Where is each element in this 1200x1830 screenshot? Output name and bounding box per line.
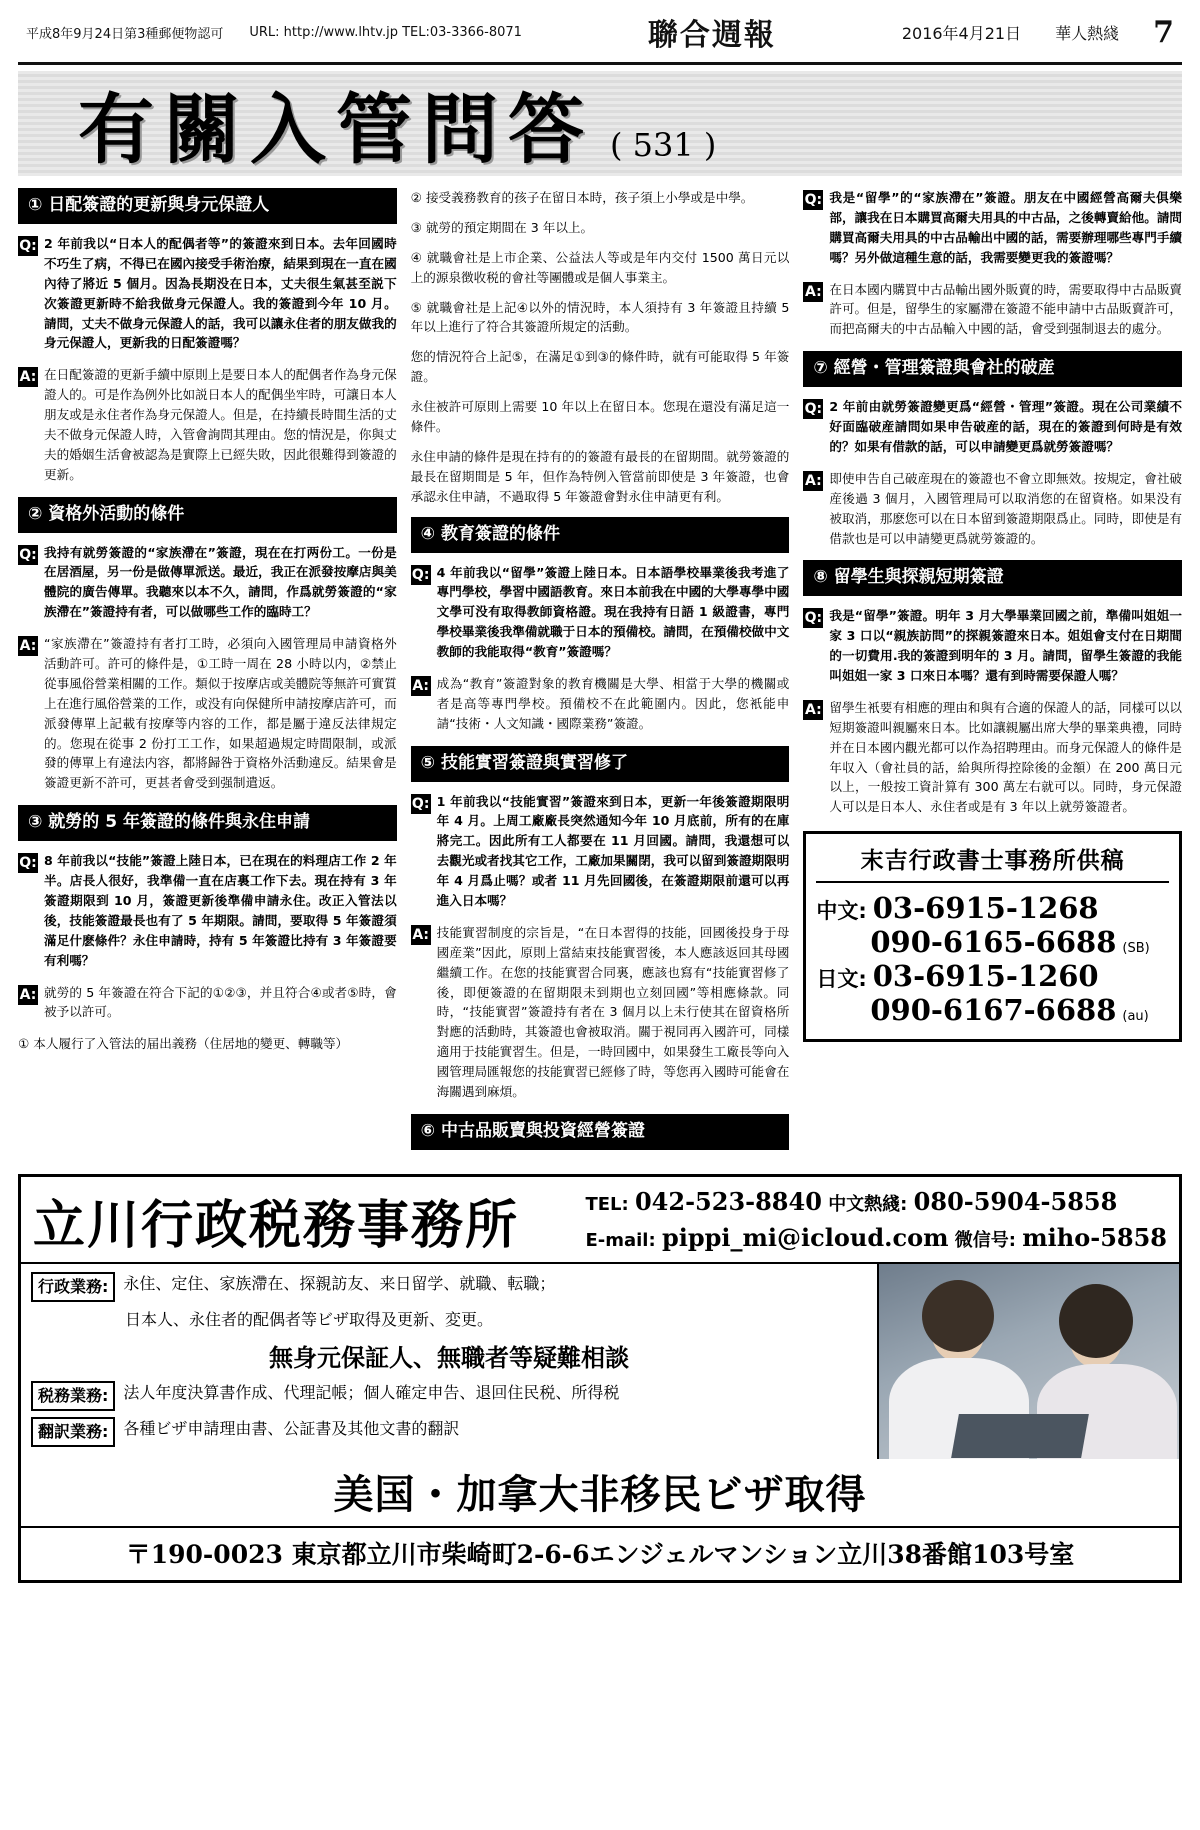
contact-row [816,959,1169,993]
question-tag: Q: [804,401,823,418]
banner-title: 有關入管問答 [78,85,594,174]
section-heading-1: ① 日配簽證的更新與身元保證人 [18,188,397,224]
qa-block-a7 [803,469,1182,549]
contact-box [803,831,1182,1042]
qa-block-q5 [411,792,790,911]
column-1 [18,188,397,1160]
qa-block-q1 [18,234,397,353]
question-tag: Q: [19,237,37,254]
question-text: 8 年前我以“技能”簽證上陸日本，已在現在的料理店工作 2 年半。店長人很好，我準備一直在店裏工作下去。現在持有 3 年簽證期限到 10 月，簽證更新後準備申請永住。改正入管法以後，技能簽證最長也有了 5 年期限。請問，要取得 5 年簽證須滿足什麽條件？永住申請時，持有 5 年簽證比持有 3 年簽證要有利嗎？ [44,853,397,968]
ad-service-text: 法人年度決算書作成、代理記帳；個人確定申告、退回住民税、所得税 [123,1382,620,1402]
list-item-5: ⑤ 就職會社是上記④以外的情況時，本人須持有 3 年簽證且持續 5 年以上進行了符合其簽證所規定的活動。 [410,299,790,335]
qa-block-q3 [18,851,397,970]
section-heading-8: ⑧ 留學生與探親短期簽證 [803,560,1182,596]
masthead-right [902,15,1174,50]
ad-address: 〒190-0023 東京都立川市柴崎町2-6-6エンジェルマンション立川38番館103号室 [21,1526,1179,1580]
contact-phone[interactable]: 03-6915-1268 [872,891,1099,926]
ad-service-badge: 行政業務: [31,1272,115,1302]
qa-block-a3 [18,983,397,1023]
question-tag: Q: [804,192,823,208]
section-heading-5: ⑤ 技能實習簽證與實習修了 [411,746,790,782]
question-text: 2 年前我以“日本人的配偶者等”的簽證來到日本。去年回國時不巧生了病，不得已在國內接受手術治療，結果到現在一直在國內待了將近 5 個月。因為長期没在日本，丈夫很生氣甚至説下次簽證更新時不給我做身元保證人。我的簽證到今年 10 月。請問，丈夫不做身元保證人的話，我可以讓永住者的朋友做我的身元保證人，更新我的日配簽證嗎？ [44,235,397,351]
column-3 [803,188,1182,1160]
person-hair [1059,1284,1133,1358]
answer-list-item-1: ① 本人履行了入管法的届出義務（住居地的變更、轉職等） [18,1036,349,1052]
answer-tag: A: [19,986,37,1003]
ad-hotline-label: 中文熱綫: [828,1194,908,1216]
ad-service-badge: 税務業務: [31,1381,115,1411]
answer-text: 成為“教育”簽證對象的教育機關是大學、相當于大學的機關或者是高等專門學校。預備校不在此範圍内。因此，您衹能申請“技術・人文知識・國際業務”簽證。 [436,675,790,731]
article-columns [0,176,1200,1160]
masthead-left [26,23,522,42]
ad-services [21,1264,877,1459]
ad-service-text: 永住、定住、家族滯在、探親訪友、来日留学、就職、転職； [123,1273,556,1293]
answer-text: 技能實習制度的宗旨是，“在日本習得的技能，回國後投身于母國産業”因此，原則上當結束技能實習後，本人應該返回其母國繼續工作。在您的技能實習合同裏，應該也寫有“技能實習修了後，即便簽證的在留期限未到期也立刻回國”等相應條款。同時，“技能實習”簽證持有者在 3 個月以上未行使其在留資格所對應的活動時，其簽證也會被取消。關于視同再入國許可，同樣適用于技能實習生。但是，一時回國中，如果發生工廠長等向入國管理局匯報您的技能實習已經修了時，等您再入國時可能會在海關遇到麻煩。 [436,924,790,1100]
answer-text: 留學生衹要有相應的理由和與有合適的保證人的話，同樣可以以短期簽證叫親屬來日本。比如讓親屬出席大學的畢業典禮，同時并在日本國内觀光都可以作為招聘理由。而身元保證人的條件是年収入（會社員的話，給與所得控除後的金額）在 200 萬日元以上，一般按工資計算有 300 萬左右就可以。同時，身元保證人可以是日本人、永住者或是有 3 年以上就勞簽證者。 [829,699,1183,815]
section-heading-6: ⑥ 中古品販賣與投資經營簽證 [411,1114,790,1150]
answer-text: “家族滯在”簽證持有者打工時，必須向入國管理局申請資格外活動許可。許可的條件是，①工時一周在 28 小時以内，②禁止從事風俗營業相關的工作。類似于按摩店或美體院等無許可實質上在進行風俗營業的工作，或没有向保健所申請按摩店許可，而派發傳單上記載有按摩等内容的工作，都是屬于違反法律規定的。您現在從事 2 份打工工作，如果超過規定時間限制，或派發的傳單上有違法内容，都將歸咎于資格外活動違反。結果會是簽證更新不許可，更甚者會受到强制遣返。 [44,636,397,791]
ad-service-row [31,1308,867,1332]
question-tag: Q: [804,610,823,627]
column-2 [411,188,790,1160]
ad-service-row [31,1381,867,1411]
note-text-3: 永住申請的條件是現在持有的的簽證有最長的在留期間。就勞簽證的最長在留期間是 5 年，但作為特例入管當前即使是 3 年簽證，也會承認永住申請，不過取得 5 年簽證會對永住申請更有利。 [410,448,790,504]
contact-row [870,925,1169,959]
carrier-label: (au) [1122,1009,1149,1025]
contact-lang-label: 中文: [816,899,867,924]
article-banner [18,71,1182,176]
ad-header [21,1177,1179,1264]
ad-email[interactable]: pippi_mi@icloud.com [661,1223,949,1253]
ad-wechat-label: 微信号: [954,1230,1016,1252]
contact-row [816,891,1169,925]
ad-wechat[interactable]: miho-5858 [1022,1223,1167,1253]
question-tag: Q: [19,855,37,872]
qa-block-a6 [803,280,1182,340]
qa-block-q8 [803,606,1182,686]
ad-email-label: E-mail: [585,1230,656,1252]
banner-issue-number: ( 531 ) [610,126,717,164]
ad-hotline[interactable]: 080-5904-5858 [913,1187,1118,1217]
person-hair [922,1280,994,1352]
answer-tag: A: [804,283,822,300]
section-heading-4: ④ 教育簽證的條件 [411,517,790,553]
note-text-1: 您的情況符合上記⑤，在滿足①到③的條件時，就有可能取得 5 年簽證。 [410,349,790,385]
answer-text: 在日本國内購買中古品輸出國外販賣的時，需要取得中古品販賣許可。但是，留學生的家屬滯在簽證不能申請中古品販賣許可，而把高爾夫的中古品輸入中國的話，會受到强制退去的處分。 [829,281,1183,337]
masthead-divider [18,62,1182,65]
masthead [0,0,1200,62]
question-text: 我是“留學”簽證。明年 3 月大學畢業回國之前，準備叫姐姐一家 3 口以“親族訪問”的探親簽證來日本。姐姐會支付在日期間的一切費用.我的簽證到明年的 3 月。請問，留學生簽證的我能叫姐姐一家 3 口來日本嗎？還有到時需要保證人嗎？ [829,608,1183,684]
note-text-2: 永住被許可原則上需要 10 年以上在留日本。您現在還没有滿足這一條件。 [410,399,790,435]
section-heading-7: ⑦ 經營・管理簽證與會社的破産 [803,351,1182,387]
carrier-label: (SB) [1122,941,1150,957]
list-item-3: ③ 就勞的預定期間在 3 年以上。 [410,219,594,235]
section-heading-3: ③ 就勞的 5 年簽證的條件與永住申請 [18,805,397,841]
answer-tag: A: [412,677,430,694]
answer-tag: A: [19,369,37,386]
issue-date: 2016年4月21日 [901,23,1022,43]
answer-tag: A: [412,926,430,943]
answer-text: 即使申告自己破産現在的簽證也不會立即無效。按規定，會社破産後過 3 個月，入國管理局可以取消您的在留資格。如果没有被取消，那麽您可以在日本留到簽證期限爲止。同時，即使是有借款也是可以申請變更爲就勞簽證的。 [829,470,1183,546]
qa-block-a5 [411,923,790,1102]
qa-block-a8 [803,698,1182,817]
list-item-4: ④ 就職會社是上市企業、公益法人等或是年内交付 1500 萬日元以上的源泉徴收税的會社等團體或是個人事業主。 [410,249,790,285]
contact-phone[interactable]: 03-6915-1260 [872,959,1099,994]
section-name: 華人熱綫 [1055,23,1120,43]
question-tag: Q: [19,546,37,563]
contact-phone[interactable]: 090-6167-6688 [870,993,1117,1028]
qa-block-a1 [18,365,397,484]
answer-text: 在日配簽證的更新手續中原則上是要日本人的配偶者作為身元保證人的。可是作為例外比如説日本人的配偶坐牢時，可讓日本人朋友或是永住者作為身元保證人。但是，在持續長時間生活的丈夫不做身元保證人時，入管會詢問其理由。您的情況是，你與丈夫的婚姻生活會被認為是實際上已經失敗，因此很難得到簽證的更新。 [44,367,397,482]
list-item-2: ② 接受義務教育的孩子在留日本時，孩子須上小學或是中學。 [410,190,754,205]
ad-highlight-line: 無身元保証人、無職者等疑難相談 [269,1343,629,1372]
ad-photo [877,1264,1179,1459]
postal-notice: 平成8年9月24日第3種郵便物認可 [26,26,224,42]
question-text: 1 年前我以“技能實習”簽證來到日本，更新一年後簽證期限明年 4 月。上周工廠廠長突然通知今年 10 月底前，所有的在庫將完工。因此所有工人都要在 11 月回國。請問，我還想可以去觀光或者找其它工作，工廠加果關閉，我可以留到簽證期限明年 4 月爲止嗎？或者 11 月先回國後，在簽證期限前還可以再進入日本嗎？ [436,793,790,909]
contact-title: 末吉行政書士事務所供稿 [816,842,1169,883]
qa-block-a2 [18,634,397,793]
ad-contact-block [585,1184,1167,1256]
answer-tag: A: [804,472,822,489]
question-text: 2 年前由就勞簽證變更爲“經營・管理”簽證。現在公司業績不好面臨破産請問如果申告破産的話，現在的簽證到何時是有效的？如果有借款的話，可以申請變更爲就勞簽證嗎？ [829,399,1183,454]
contact-row [870,993,1169,1027]
ad-visa-line: 美国・加拿大非移民ビザ取得 [333,1470,867,1518]
ad-company-name: 立川行政税務事務所 [33,1194,520,1256]
masthead-url-tel: URL: http://www.lhtv.jp TEL:03-3366-8071 [249,24,522,40]
question-tag: Q: [411,795,430,812]
ad-tel-label: TEL: [585,1194,629,1216]
advertisement [18,1174,1182,1583]
question-tag: Q: [411,566,430,583]
qa-block-q2 [18,543,397,623]
ad-service-row [31,1272,867,1302]
qa-block-a4 [411,674,790,734]
qa-block-q6 [803,188,1182,268]
contact-phone[interactable]: 090-6165-6688 [870,925,1117,960]
newspaper-title: 聯合週報 [647,18,776,53]
contact-lang-label: 日文: [816,967,867,992]
question-text: 4 年前我以“留學”簽證上陸日本。日本語學校畢業後我考進了專門學校，學習中國語教育。來日本前我在中國的大學專學中國文學可没有取得教師資格證。現在我持有日語 1 級證書，專門學校畢業後我準備就職于日本的預備校。請問，在預備校做中文教師的我能取得“教育”簽證嗎？ [436,564,790,660]
ad-body [21,1264,1179,1459]
answer-tag: A: [19,638,37,655]
ad-service-badge: 翻訳業務: [31,1417,115,1447]
answer-tag: A: [804,701,822,718]
ad-service-text: 各種ビザ申請理由書、公証書及其他文書的翻訳 [123,1418,460,1438]
question-text: 我持有就勞簽證的“家族滯在”簽證，現在在打两份工。一份是在居酒屋，另一份是做傳單派送。最近，我正在派發按摩店與美體院的廣告傳單。我聽來以本不久，請問，作爲就勞簽證的“家族滯在”簽證持有者，可以做哪些工作的臨時工？ [44,544,397,620]
ad-service-text: 日本人、永住者的配偶者等ビザ取得及更新、変更。 [125,1309,494,1329]
laptop [951,1414,1089,1458]
page-number: 7 [1153,14,1174,50]
ad-service-row [31,1417,867,1447]
ad-tel[interactable]: 042-523-8840 [634,1187,822,1217]
qa-block-q4 [411,563,790,662]
qa-block-q7 [803,397,1182,457]
answer-text: 就勞的 5 年簽證在符合下記的①②③，并且符合④或者⑤時，會被予以許可。 [44,984,397,1020]
question-text: 我是“留學”的“家族滯在”簽證。朋友在中國經營高爾夫俱樂部，讓我在日本購買高爾夫用具的中古品，之後轉賣給他。請問購買高爾夫用具的中古品輸出中國的話，需要辦理哪些專門手續嗎？另外做這種生意的話，我需要變更我的簽證嗎？ [829,190,1183,265]
section-heading-2: ② 資格外活動的條件 [18,497,397,533]
